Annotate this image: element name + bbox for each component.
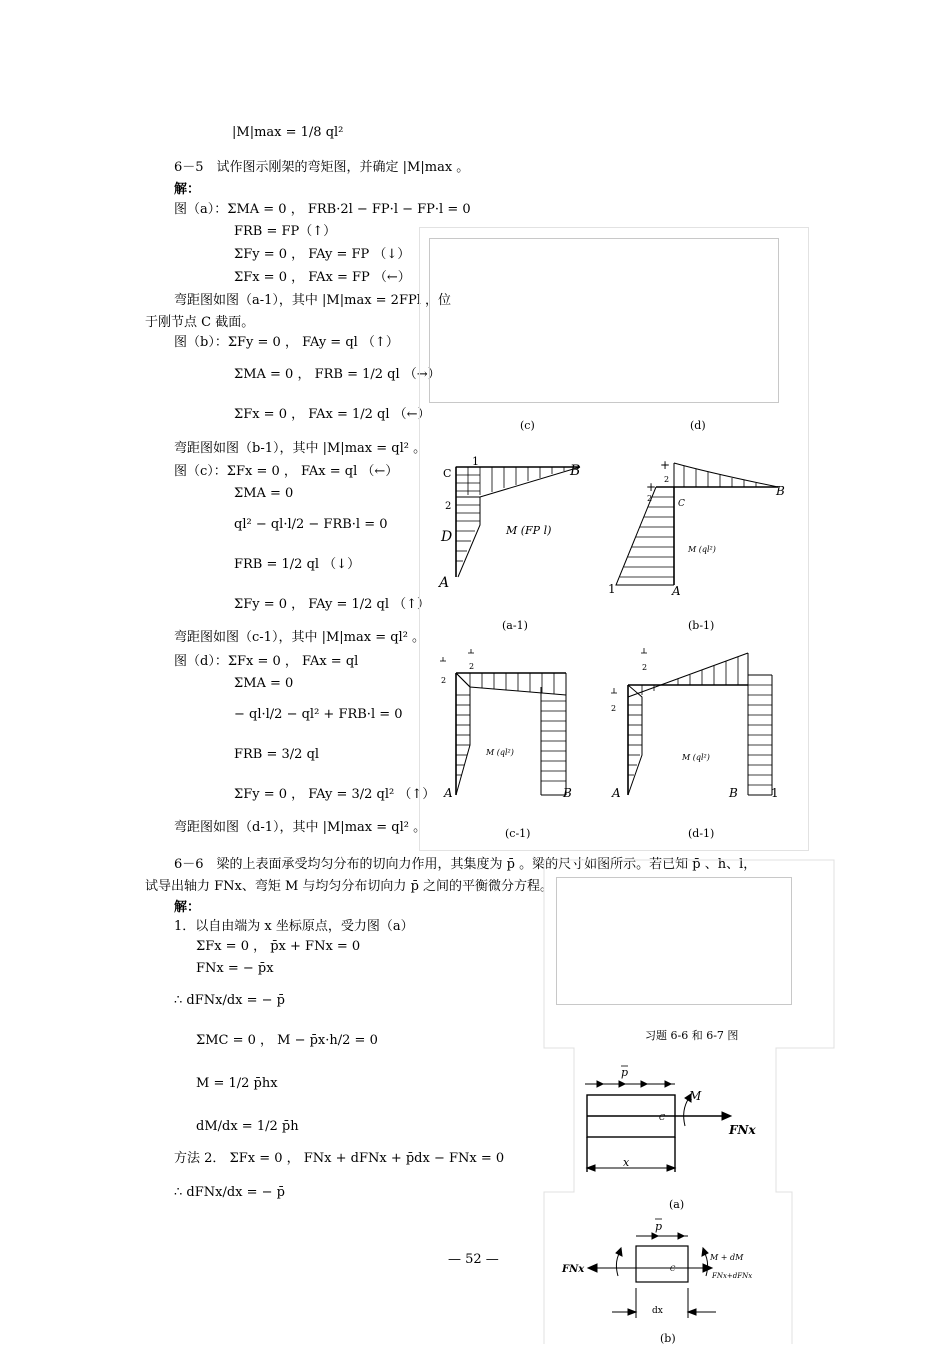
svg-text:2: 2 bbox=[441, 676, 447, 685]
label-fnx-left: FNx bbox=[562, 1264, 585, 1275]
label-a: A bbox=[439, 575, 450, 591]
label-1: 1 bbox=[771, 786, 779, 800]
label-moment-unit: M (ql²) bbox=[486, 748, 514, 757]
label-fnx-dfnx: FNx+dFNx bbox=[712, 1272, 753, 1280]
eq-b-2: ΣMA = 0 ， FRB = 1/2 ql （→） bbox=[234, 367, 441, 382]
eq-a-6: 于刚节点 C 截面。 bbox=[145, 315, 255, 330]
label-x: x bbox=[623, 1156, 630, 1169]
free-body-diagram-a bbox=[575, 1060, 765, 1190]
figure-placeholder-cd bbox=[429, 238, 779, 403]
caption-a: (a) bbox=[669, 1198, 685, 1211]
svg-text:2: 2 bbox=[611, 704, 617, 713]
svg-text:2: 2 bbox=[469, 662, 475, 671]
label-m: M bbox=[689, 1089, 702, 1103]
eq-d-1: 图（d）：ΣFx = 0 ， FAx = ql bbox=[174, 654, 359, 669]
caption-fig-6-6-6-7: 习题 6-6 和 6-7 图 bbox=[645, 1029, 739, 1042]
caption-c1: (c-1) bbox=[505, 827, 531, 840]
caption-a1: (a-1) bbox=[502, 619, 528, 632]
mmax-formula: |M|max = 1/8 ql² bbox=[232, 125, 344, 140]
eq-c-3: ql² − ql·l/2 − FRB·l = 0 bbox=[234, 517, 388, 532]
solution-label-2: 解： bbox=[174, 900, 201, 915]
free-body-diagram-b bbox=[560, 1216, 780, 1326]
eq-66-5: ΣMC = 0 ， M − p̄x·h/2 = 0 bbox=[196, 1033, 378, 1048]
page-number: — 52 — bbox=[448, 1252, 499, 1267]
label-plus-top: + bbox=[660, 458, 671, 472]
label-p: p bbox=[655, 1220, 663, 1233]
label-b: B bbox=[570, 463, 581, 479]
eq-b-1: 图（b）：ΣFy = 0 ， FAy = ql （↑） bbox=[174, 335, 399, 350]
problem-6-6-title-1: 6－6 梁的上表面承受均匀分布的切向力作用，其集度为 p̄ 。梁的尺寸如图所示。若已知 p̄ 、h、l， bbox=[174, 857, 757, 872]
eq-d-3: − ql·l/2 − ql² + FRB·l = 0 bbox=[234, 707, 403, 722]
eq-66-2: ΣFx = 0 ， p̄x + FNx = 0 bbox=[196, 939, 361, 954]
label-a: A bbox=[444, 786, 453, 800]
problem-6-5-title: 6－5 试作图示刚架的弯矩图，并确定 |M|max 。 bbox=[174, 160, 470, 175]
label-2-top: 2 bbox=[664, 475, 670, 484]
label-fnx: FNx bbox=[729, 1123, 756, 1137]
label-2: 2 bbox=[445, 501, 452, 512]
eq-d-5: ΣFy = 0 ， FAy = 3/2 ql² （↑） bbox=[234, 787, 436, 802]
solution-label: 解： bbox=[174, 182, 201, 197]
label-c: C bbox=[443, 467, 452, 480]
eq-d-6: 弯距图如图（d-1），其中 |M|max = ql² 。 bbox=[174, 820, 427, 835]
caption-b1: (b-1) bbox=[688, 619, 715, 632]
label-plus-left: + bbox=[646, 480, 657, 494]
eq-c-6: 弯距图如图（c-1），其中 |M|max = ql² 。 bbox=[174, 630, 426, 645]
eq-c-1: 图（c）：ΣFx = 0 ， FAx = ql （←） bbox=[174, 464, 399, 479]
eq-a-1: 图（a）：ΣMA = 0 ， FRB·2l − FP·l − FP·l = 0 bbox=[174, 202, 471, 217]
label-b: B bbox=[729, 786, 738, 800]
caption-b: (b) bbox=[660, 1332, 676, 1345]
label-b: B bbox=[563, 786, 572, 800]
eq-c-5: ΣFy = 0 ， FAy = 1/2 ql （↑） bbox=[234, 597, 431, 612]
label-m-dm: M + dM bbox=[710, 1253, 744, 1262]
eq-a-2: FRB = FP（↑） bbox=[234, 224, 337, 239]
eq-d-4: FRB = 3/2 ql bbox=[234, 747, 320, 762]
eq-66-6: M = 1/2 p̄hx bbox=[196, 1076, 278, 1091]
label-2-left: 2 bbox=[647, 494, 653, 503]
label-p: p bbox=[621, 1066, 629, 1079]
eq-66-7: dM/dx = 1/2 p̄h bbox=[196, 1119, 299, 1134]
moment-diagram-c1 bbox=[432, 645, 582, 805]
problem-6-6-title-2: 试导出轴力 FNx、弯矩 M 与均匀分布切向力 p̄ 之间的平衡微分方程。 bbox=[145, 879, 554, 894]
label-1: 1 bbox=[472, 455, 479, 468]
caption-d: (d) bbox=[690, 419, 706, 432]
svg-text:2: 2 bbox=[642, 663, 648, 672]
eq-66-8: 方法 2． ΣFx = 0 ， FNx + dFNx + p̄dx − FNx = 0 bbox=[174, 1151, 505, 1166]
eq-c-4: FRB = 1/2 ql （↓） bbox=[234, 557, 361, 572]
eq-c-2: ΣMA = 0 bbox=[234, 486, 294, 501]
label-d: D bbox=[441, 529, 453, 545]
eq-66-4: ∴ dFNx/dx = − p̄ bbox=[174, 993, 285, 1008]
caption-d1: (d-1) bbox=[688, 827, 715, 840]
moment-diagram-a1 bbox=[430, 455, 600, 605]
eq-66-1: 1．以自由端为 x 坐标原点，受力图（a） bbox=[174, 919, 414, 934]
label-moment-unit: M (FP l) bbox=[506, 524, 552, 537]
moment-diagram-d1 bbox=[600, 645, 790, 805]
label-c: C bbox=[678, 499, 685, 509]
label-b: B bbox=[776, 484, 785, 498]
figure-placeholder-6-6 bbox=[556, 877, 792, 1005]
moment-diagram-b1 bbox=[600, 455, 800, 605]
label-a: A bbox=[672, 584, 681, 598]
caption-c: (c) bbox=[520, 419, 535, 432]
label-moment-unit: M (ql²) bbox=[688, 545, 716, 554]
label-a: A bbox=[612, 786, 621, 800]
label-c: C bbox=[670, 1265, 676, 1273]
label-dx: dx bbox=[652, 1306, 663, 1316]
eq-b-3: ΣFx = 0 ， FAx = 1/2 ql （←） bbox=[234, 407, 431, 422]
eq-b-4: 弯距图如图（b-1），其中 |M|max = ql² 。 bbox=[174, 441, 427, 456]
eq-66-3: FNx = − p̄x bbox=[196, 961, 274, 976]
eq-a-3: ΣFy = 0 ， FAy = FP （↓） bbox=[234, 247, 411, 262]
eq-a-5: 弯距图如图（a-1），其中 |M|max = 2FPl ，位 bbox=[174, 293, 452, 308]
eq-d-2: ΣMA = 0 bbox=[234, 676, 294, 691]
eq-66-9: ∴ dFNx/dx = − p̄ bbox=[174, 1185, 285, 1200]
label-c: C bbox=[659, 1113, 666, 1122]
eq-a-4: ΣFx = 0 ， FAx = FP （←） bbox=[234, 270, 411, 285]
label-moment-unit: M (ql²) bbox=[682, 753, 710, 762]
label-1: 1 bbox=[608, 582, 616, 596]
